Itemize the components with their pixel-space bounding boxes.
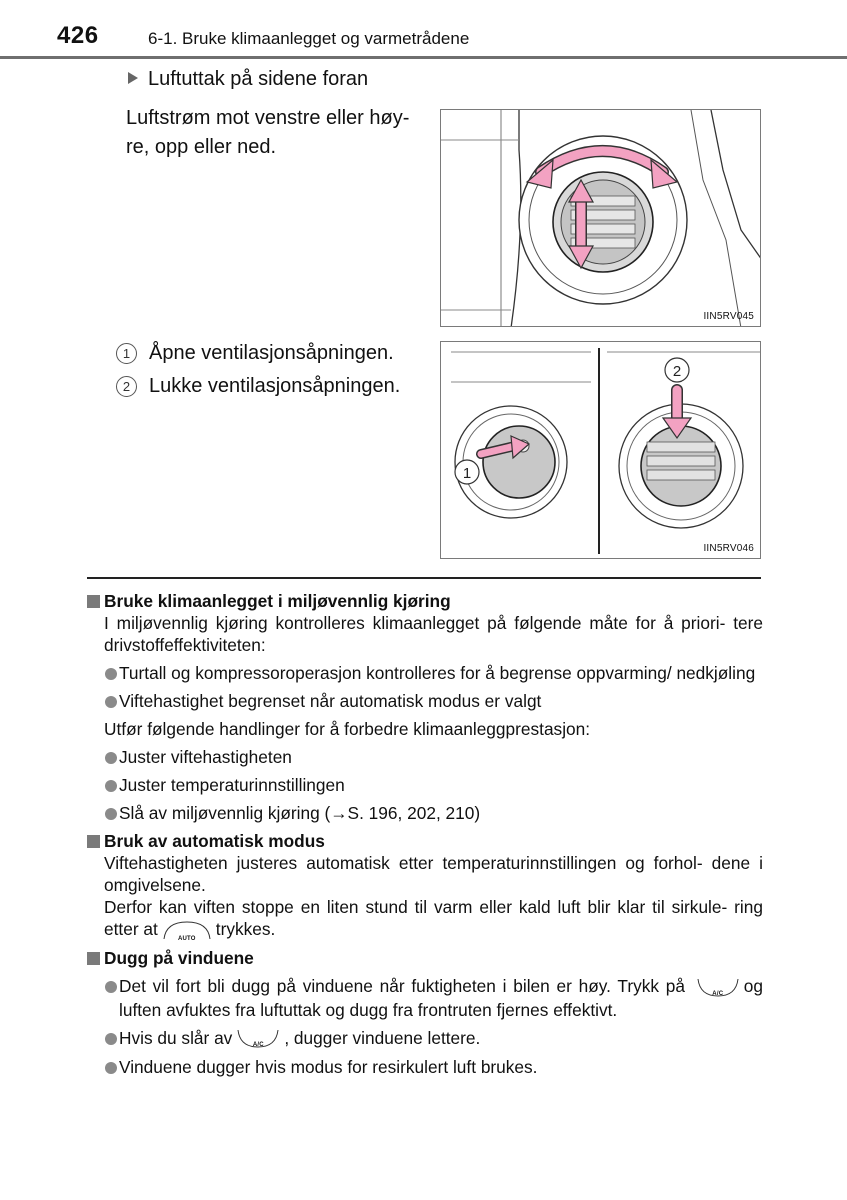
callout-2: 2: [672, 363, 682, 380]
square-bullet-icon: [87, 952, 100, 965]
list-item: Det vil fort bli dugg på vinduene når fuktigheten i bilen er høy. Trykk på A/C og luften avfuktes fra luftuttak og dugg fra frontruten fjernes effektivt.: [104, 975, 763, 1020]
list-item: Viftehastighet begrenset når automatisk modus er valgt: [104, 690, 763, 712]
callout-1: 1: [462, 465, 472, 482]
list-item: Vinduene dugger hvis modus for resirkulert luft brukes.: [104, 1056, 763, 1078]
page-header: [0, 0, 847, 60]
auto-heading: Bruk av automatisk modus: [87, 830, 763, 852]
auto-paragraph-1: Viftehastigheten justeres automatisk etter temperaturinnstillingen og forhol- dene i omgivelsene.: [104, 853, 763, 895]
vents-subheading-text: Luftuttak på sidene foran: [148, 68, 369, 90]
step-text: Lukke ventilasjonsåpningen.: [149, 375, 401, 397]
step-close-vent: [116, 370, 436, 403]
list-item: Hvis du slår av A/C , dugger vinduene lettere.: [104, 1027, 763, 1050]
notes-body: [87, 584, 763, 1078]
ac-button-icon: A/C: [236, 1028, 280, 1050]
section-title: 6-1. Bruke klimaanlegget og varmetrådene: [148, 29, 470, 48]
section-divider: [87, 577, 761, 579]
step-open-vent: [116, 337, 436, 370]
eco-intro: I miljøvennlig kjøring kontrolleres klimaanlegget på følgende måte for å priori- tere drivstoffeffektiviteten:: [104, 613, 763, 655]
vent-steps: [116, 337, 436, 403]
square-bullet-icon: [87, 595, 100, 608]
header-rule: [0, 56, 847, 59]
list-item: Juster viftehastigheten: [104, 746, 763, 768]
vent-open-close-illustration: [441, 342, 761, 559]
list-item: Turtall og kompressoroperasjon kontrolleres for å begrense oppvarming/ nedkjøling: [104, 662, 763, 684]
list-item: Juster temperaturinnstillingen: [104, 774, 763, 796]
vent-airflow-illustration: [441, 110, 761, 327]
eco-lead: Utfør følgende handlinger for å forbedre klimaanleggprestasjon:: [104, 719, 591, 739]
figure-code: IIN5RV046: [703, 543, 754, 554]
triangle-bullet-icon: [128, 72, 138, 84]
page-number: 426: [57, 22, 99, 49]
step-number: 2: [116, 376, 137, 397]
vents-description: Luftstrøm mot venstre eller høy- re, opp eller ned.: [126, 107, 410, 158]
step-number: 1: [116, 343, 137, 364]
list-item: Slå av miljøvennlig kjøring (→S. 196, 202, 210): [104, 802, 763, 824]
ac-button-icon: A/C: [696, 977, 740, 999]
square-bullet-icon: [87, 835, 100, 848]
eco-heading: Bruke klimaanlegget i miljøvennlig kjøring: [87, 590, 763, 612]
auto-button-icon: AUTO: [162, 919, 212, 941]
auto-paragraph-2: Derfor kan viften stoppe en liten stund til varm eller kald luft blir klar til sirkule- ring etter at AUTO trykkes.: [104, 897, 763, 943]
figure-vent-open-close: [440, 341, 761, 559]
figure-vent-airflow: [440, 109, 761, 327]
step-text: Åpne ventilasjonsåpningen.: [149, 342, 394, 364]
figure-code: IIN5RV045: [703, 311, 754, 322]
fog-heading: Dugg på vinduene: [87, 947, 763, 969]
vents-subheading: [128, 68, 368, 91]
